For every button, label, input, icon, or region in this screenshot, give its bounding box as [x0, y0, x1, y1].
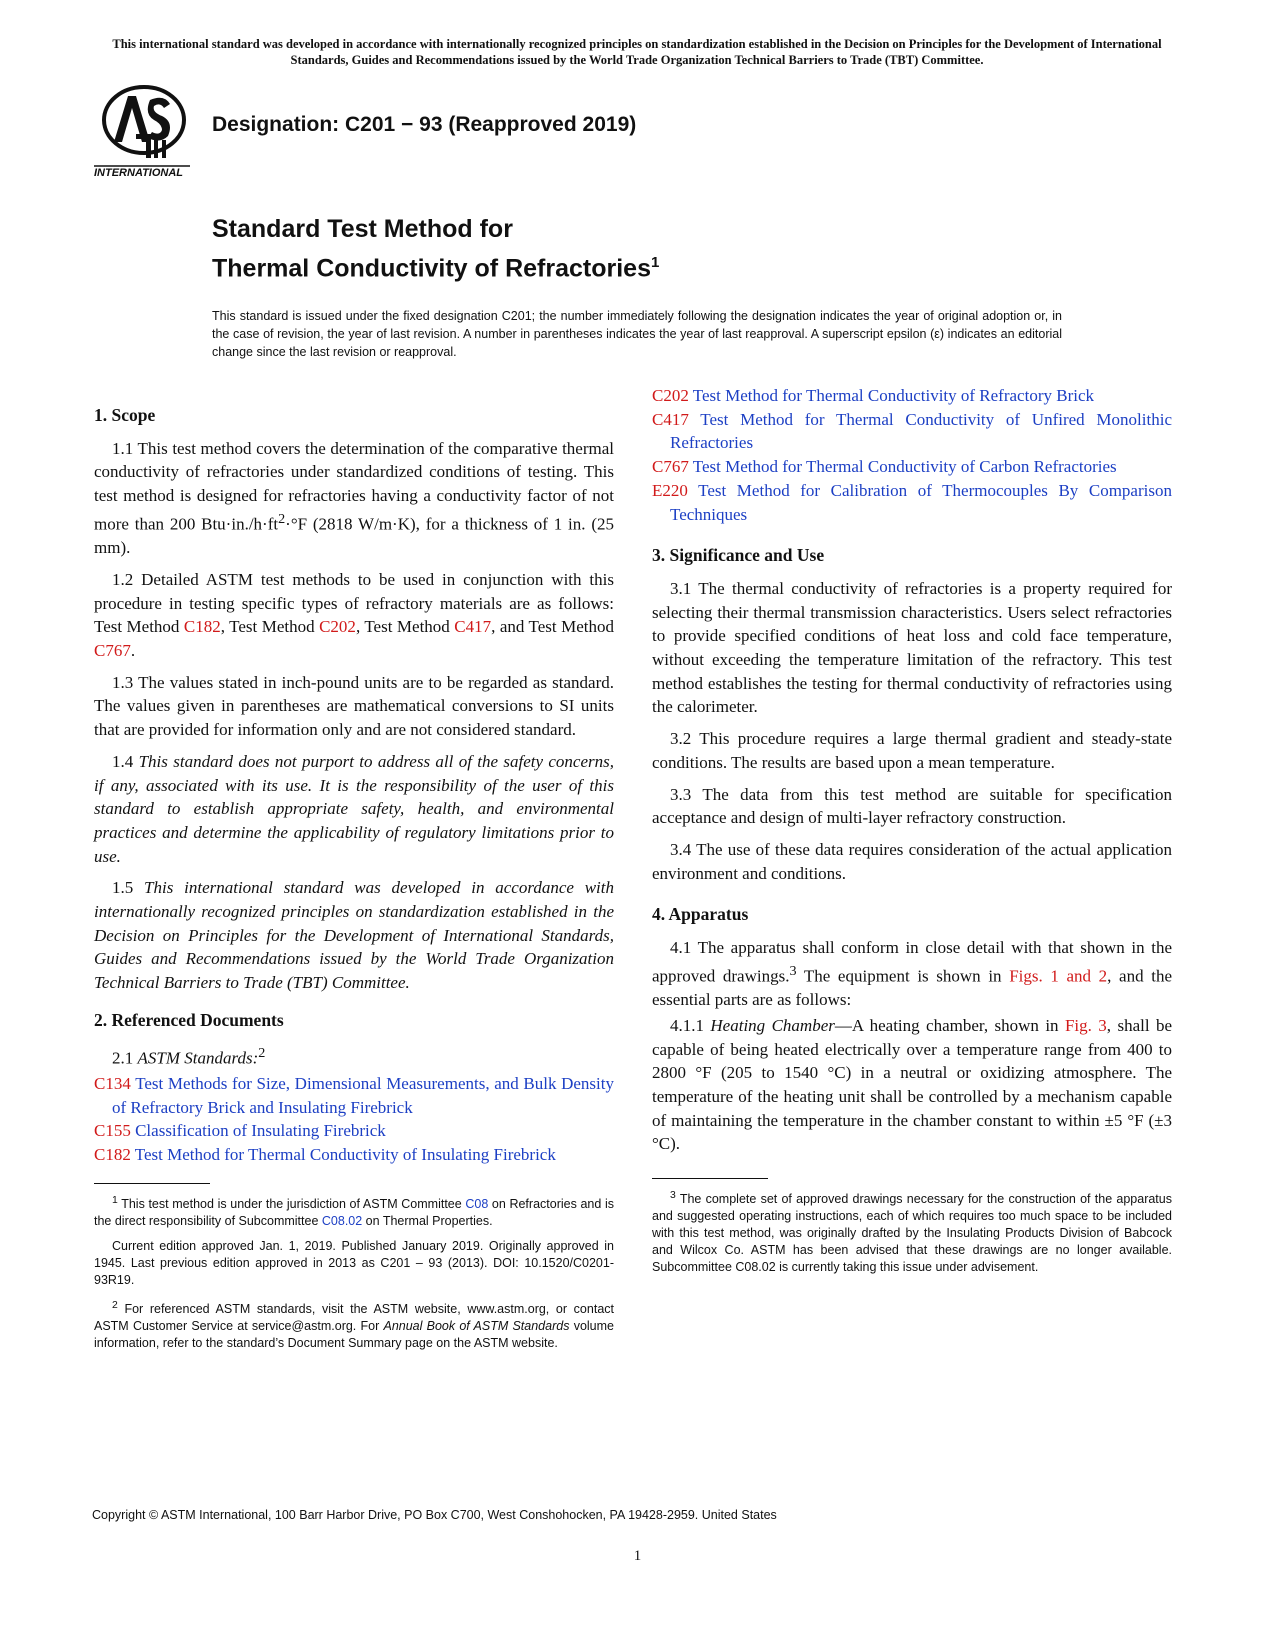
link-c202[interactable]: C202 — [319, 617, 356, 637]
footnotes-right — [652, 1187, 1172, 1276]
para-1-5: 1.5 This international standard was developed in accordance with internationally recognized principles on standardization established in the Decision on Principles for the Development of International Standards, Guides and Recommendations issued by the World Trade Organization Technical Barriers to Trade (TBT) Committee. — [94, 878, 614, 993]
footnote-divider — [94, 1183, 210, 1184]
issuance-statement: This standard is issued under the fixed designation C201; the number immediately following the designation indicates the year of original adoption or, in the case of revision, the year of last revision. A number in parentheses indicates the year of last reapproval. A superscript epsilon (ε) indicates an editorial change since the last revision or reapproval. — [212, 309, 1062, 359]
link-c417[interactable]: C417 — [454, 617, 492, 637]
para-3-2: 3.2 This procedure requires a large thermal gradient and steady-state conditions. The results are based upon a mean temperature. — [652, 729, 1172, 772]
designation: Designation: C201 − 93 (Reapproved 2019) — [212, 113, 637, 136]
footnotes-left — [94, 1192, 614, 1352]
para-1-3: 1.3 The values stated in inch-pound units are to be regarded as standard. The values given in parentheses are mathematical conversions to SI units that are provided for information only and are not considered standard. — [94, 672, 614, 740]
para-4-1: 4.1 The apparatus shall conform in close detail with that shown in the approved drawings.$^3$ The equipment is shown in Figs. 1 and 2, and the essential parts are as follows: — [652, 938, 1172, 1010]
logo-text: INTERNATIONAL — [94, 167, 184, 179]
ref-item-c182[interactable]: C182 Test Method for Thermal Conductivity of Insulating Firebrick — [94, 1145, 556, 1164]
title-footnote-mark: 1 — [650, 254, 660, 271]
right-column — [652, 384, 1172, 1284]
section-3-heading: 3. Significance and Use — [652, 545, 825, 566]
top-notice: This international standard was developed in accordance with internationally recognized principles on standardization established in the Decision on Principles for the Development of International Standards, Guides and Recommendations issued by the World Trade Organization Technical Barriers to Trade (TBT) Committee. — [112, 37, 1162, 67]
astm-logo — [92, 84, 196, 180]
section-4-heading: 4. Apparatus — [652, 904, 749, 925]
section-2-heading: 2. Referenced Documents — [94, 1009, 284, 1030]
footnote-1: $^1$ This test method is under the jurisdiction of ASTM Committee C08 on Refractories and is the direct responsibility of Subcommittee C08.02 on Thermal Properties. — [94, 1194, 614, 1228]
section-1-heading: 1. Scope — [94, 405, 156, 425]
para-3-4: 3.4 The use of these data requires consideration of the actual application environment and conditions. — [652, 839, 1172, 883]
page-title — [212, 213, 659, 285]
astm-logo-icon — [92, 84, 196, 180]
footnote-2: $^2$ For referenced ASTM standards, visit the ASTM website, www.astm.org, or contact ASTM Customer Service at service@astm.org. For Annual Book of ASTM Standards volume information, refer to the standard’s Document Summary page on the ASTM website. — [94, 1299, 614, 1351]
para-1-4: 1.4 This standard does not purport to address all of the safety concerns, if any, associated with its use. It is the responsibility of the user of this standard to establish appropriate safety, health, and environmental practices and determine the applicability of regulatory limitations prior to use. — [94, 751, 614, 866]
ref-item-c155[interactable]: C155 Classification of Insulating Firebrick — [94, 1121, 386, 1141]
title-line-1: Standard Test Method for — [212, 215, 513, 243]
para-2-1: 2.1 ASTM Standards:$^2$ — [112, 1044, 266, 1068]
link-c08-02[interactable]: C08.02 — [321, 1213, 363, 1228]
para-1-1: 1.1 This test method covers the determination of the comparative thermal conductivity of refractories under standardized conditions of testing. This test method is designed for refractories having a conductivity factor of not more than 200 $Btu\cdot in./h\cdot ft^2\cdot^\circ F$ (2818 W/m·K), for a thickness of 1 in. (25 mm). — [94, 438, 614, 558]
link-c767[interactable]: C767 — [94, 640, 131, 660]
para-3-3: 3.3 The data from this test method are suitable for specification acceptance and design of multi-layer refractory construction. — [652, 784, 1172, 828]
ref-item-c202[interactable]: C202 Test Method for Thermal Conductivity of Refractory Brick — [652, 386, 1094, 405]
link-c08[interactable]: C08 — [465, 1196, 489, 1211]
title-line-2: Thermal Conductivity of Refractories — [212, 254, 651, 283]
left-column — [94, 404, 614, 1360]
footnote-3: $^3$ The complete set of approved drawings necessary for the construction of the apparatus and suggested operating instructions, each of which requires too much space to be included with this test method, was originally drafted by the Insulating Products Division of Babcock and Wilcox Co. ASTM has been advised that these drawings are no longer available. Subcommittee C08.02 is currently taking this issue under advisement. — [652, 1190, 1172, 1275]
ref-item-c134[interactable]: C134 Test Methods for Size, Dimensional Measurements, and Bulk Density of Refractory Brick and Insulating Firebrick — [94, 1073, 614, 1117]
ref-item-c767[interactable]: C767 Test Method for Thermal Conductivity of Carbon Refractories — [652, 457, 1117, 477]
ref-item-c417[interactable]: C417 Test Method for Thermal Conductivity of Unfired Monolithic Refractories — [652, 409, 1172, 453]
link-figs-1-2[interactable]: Figs. 1 and 2 — [1009, 966, 1108, 986]
page-number: 1 — [633, 1548, 642, 1564]
para-3-1: 3.1 The thermal conductivity of refractories is a property required for selecting their thermal transmission characteristics. Users select refractories to provide specified conditions of heat loss and cold face temperature, without exceeding the temperature limitation of the refractory. This test method establishes the testing for thermal conductivity of refractories using the calorimeter. — [652, 578, 1172, 717]
link-fig-3[interactable]: Fig. 3 — [1064, 1015, 1107, 1035]
para-4-1-1: 4.1.1 Heating Chamber—A heating chamber, shown in Fig. 3, shall be capable of being heated electrically over a temperature range from 400 to 2800 °F (205 to 1540 °C) in a neutral or oxidizing atmosphere. The temperature of the heating unit shall be controlled by a mechanism capable of maintaining the temperature in the chamber constant to within ±5 °F (±3 °C). — [652, 1015, 1173, 1154]
footnote-1-edition: Current edition approved Jan. 1, 2019. Published January 2019. Originally approved in 1945. Last previous edition approved in 2013 as C201 – 93 (2013). DOI: 10.1520/C0201-93R19. — [94, 1238, 614, 1287]
link-c182[interactable]: C182 — [183, 617, 221, 637]
ref-item-e220[interactable]: E220 Test Method for Calibration of Thermocouples By Comparison Techniques — [652, 480, 1172, 524]
para-1-2: 1.2 Detailed ASTM test methods to be used in conjunction with this procedure in testing specific types of refractory materials are as follows: Test Method C182, Test Method C202, Test Method C417, and Test Method C767. — [94, 569, 614, 660]
footnote-divider-right — [652, 1178, 768, 1179]
copyright-footer: Copyright © ASTM International, 100 Barr Harbor Drive, PO Box C700, West Conshohocken, PA 19428-2959. United States — [92, 1508, 777, 1522]
